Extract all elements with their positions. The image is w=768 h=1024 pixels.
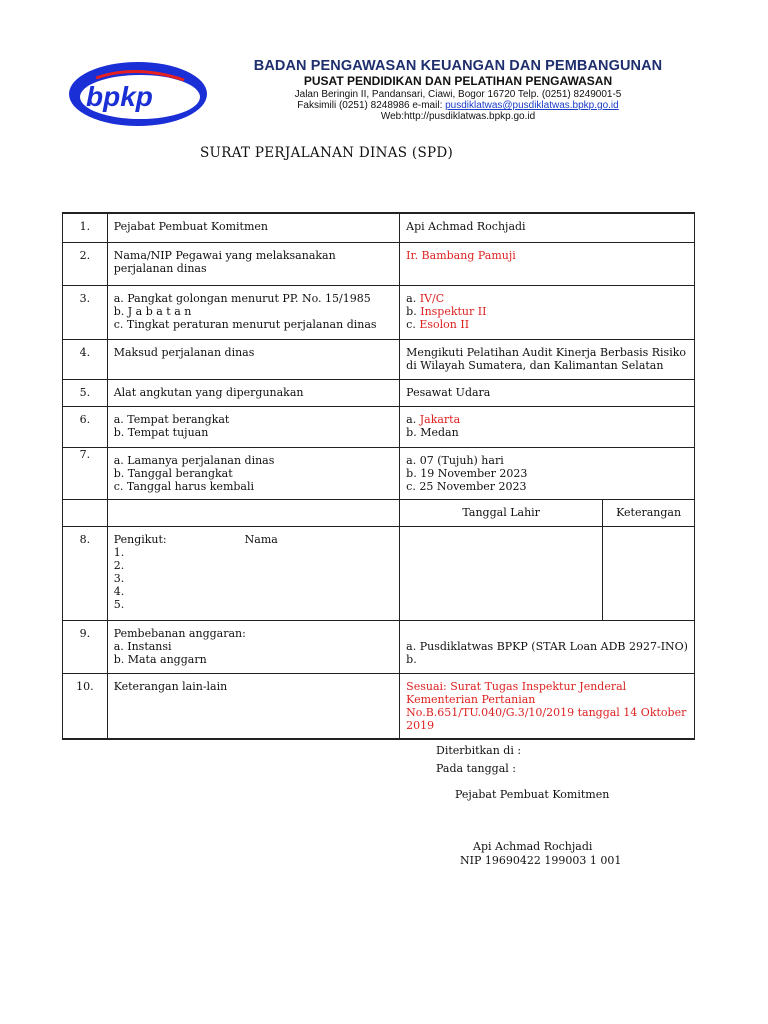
row-value: Api Achmad Rochjadi	[400, 213, 695, 242]
row-number: 2.	[63, 242, 108, 285]
issue-date: Pada tanggal :	[436, 762, 516, 775]
row-number: 8.	[63, 526, 108, 620]
signer-name: Api Achmad Rochjadi	[473, 840, 593, 853]
row-label: Alat angkutan yang dipergunakan	[107, 379, 399, 406]
label-line: c. Tanggal harus kembali	[113, 479, 255, 493]
row-value: Ir. Bambang Pamuji	[400, 242, 695, 285]
row-number: 9.	[63, 620, 108, 673]
row-number: 10.	[63, 673, 108, 739]
name-column-label: Nama	[244, 532, 278, 546]
label-line: b. J a b a t a n	[113, 304, 192, 318]
label-line: a. Pangkat golongan menurut PP. No. 15/1985	[113, 291, 371, 305]
follower-item: 5.	[113, 597, 125, 611]
label-line: b. Tanggal berangkat	[113, 466, 233, 480]
row-2	[63, 242, 695, 285]
label-line: a. Instansi	[113, 639, 172, 653]
row-value	[400, 406, 695, 447]
row-1	[63, 213, 695, 242]
fax-email-line	[240, 100, 676, 111]
row-label: Pejabat Pembuat Komitmen	[107, 213, 399, 242]
col-birth-date: Tanggal Lahir	[400, 499, 603, 526]
row-number: 1.	[63, 213, 108, 242]
empty-cell	[63, 499, 108, 526]
row-number: 5.	[63, 379, 108, 406]
logo-text: bpkp	[86, 81, 153, 112]
bpkp-logo	[66, 58, 210, 130]
row-label	[107, 285, 399, 339]
row-4	[63, 339, 695, 379]
row-label: Keterangan lain-lain	[107, 673, 399, 739]
website: Web:http://pusdiklatwas.bpkp.go.id	[380, 111, 536, 122]
value-line: a. 07 (Tujuh) hari	[406, 453, 504, 467]
label-line: Nama/NIP Pegawai yang melaksanakan	[113, 248, 336, 262]
issued-at: Diterbitkan di :	[436, 744, 522, 757]
value-line: Kementerian Pertanian	[406, 692, 536, 706]
row-8	[63, 526, 695, 620]
label-line: Pembebanan anggaran:	[113, 626, 246, 640]
label-line: a. Tempat berangkat	[113, 412, 230, 426]
follower-item: 3.	[113, 571, 125, 585]
row-value	[400, 447, 695, 499]
label-line: b. Tempat tujuan	[113, 425, 209, 439]
row-5	[63, 379, 695, 406]
label-line: b. Mata anggarn	[113, 652, 207, 666]
row-label	[107, 406, 399, 447]
label-line: perjalanan dinas	[113, 261, 207, 275]
signer-nip: NIP 19690422 199003 1 001	[460, 854, 622, 867]
row-label	[107, 447, 399, 499]
row-number: 4.	[63, 339, 108, 379]
rank-value: IV/C	[419, 291, 445, 305]
row-value: Pesawat Udara	[400, 379, 695, 406]
org-name: BADAN PENGAWASAN KEUANGAN DAN PEMBANGUNAN	[253, 58, 663, 74]
followers-label: Pengikut:	[113, 532, 167, 546]
row-value	[400, 285, 695, 339]
value-line: c. 25 November 2023	[406, 479, 527, 493]
value-prefix: c.	[406, 317, 420, 331]
subheader-row	[63, 499, 695, 526]
row-label: Maksud perjalanan dinas	[107, 339, 399, 379]
row-label	[107, 242, 399, 285]
col-note: Keterangan	[603, 499, 695, 526]
row-value	[400, 673, 695, 739]
row-value	[400, 339, 695, 379]
row-number: 7.	[63, 447, 108, 499]
email-link[interactable]: pusdiklatwas@pusdiklatwas.bpkp.go.id	[445, 100, 619, 111]
row-9	[63, 620, 695, 673]
level-value: Esolon II	[419, 317, 470, 331]
destination-value: b. Medan	[406, 425, 459, 439]
fax-prefix: Faksimili (0251) 8248986 e-mail:	[297, 100, 446, 111]
row-10	[63, 673, 695, 739]
unit-name: PUSAT PENDIDIKAN DAN PELATIHAN PENGAWASAN	[303, 74, 613, 88]
follower-item: 4.	[113, 584, 125, 598]
row-number: 3.	[63, 285, 108, 339]
row-number: 6.	[63, 406, 108, 447]
signer-title: Pejabat Pembuat Komitmen	[455, 788, 610, 801]
value-line: b. 19 November 2023	[406, 466, 528, 480]
spd-form-table	[62, 212, 695, 740]
note-cell	[603, 526, 695, 620]
value-line: di Wilayah Sumatera, dan Kalimantan Selatan	[406, 358, 664, 372]
value-line: Mengikuti Pelatihan Audit Kinerja Berbasis Risiko	[406, 345, 686, 359]
value-line: b.	[406, 652, 417, 666]
row-label	[107, 620, 399, 673]
row-6	[63, 406, 695, 447]
row-7	[63, 447, 695, 499]
value-prefix: b.	[406, 304, 421, 318]
position-value: Inspektur II	[420, 304, 487, 318]
document-title: SURAT PERJALANAN DINAS (SPD)	[200, 145, 454, 161]
birth-date-cell	[400, 526, 603, 620]
value-line: Sesuai: Surat Tugas Inspektur Jenderal	[406, 679, 627, 693]
label-line: c. Tingkat peraturan menurut perjalanan dinas	[113, 317, 377, 331]
row-3	[63, 285, 695, 339]
follower-item: 2.	[113, 558, 125, 572]
value-line: a. Pusdiklatwas BPKP (STAR Loan ADB 2927-INO)	[406, 639, 688, 653]
row-value	[400, 620, 695, 673]
value-prefix: a.	[406, 412, 420, 426]
value-line: 2019	[406, 718, 435, 732]
departure-value: Jakarta	[419, 412, 461, 426]
follower-item: 1.	[113, 545, 125, 559]
address: Jalan Beringin II, Pandansari, Ciawi, Bogor 16720 Telp. (0251) 8249001-5	[294, 89, 622, 100]
empty-cell	[107, 499, 399, 526]
value-line: No.B.651/TU.040/G.3/10/2019 tanggal 14 Oktober	[406, 705, 687, 719]
value-prefix: a.	[406, 291, 420, 305]
label-line: a. Lamanya perjalanan dinas	[113, 453, 275, 467]
row-label	[107, 526, 399, 620]
